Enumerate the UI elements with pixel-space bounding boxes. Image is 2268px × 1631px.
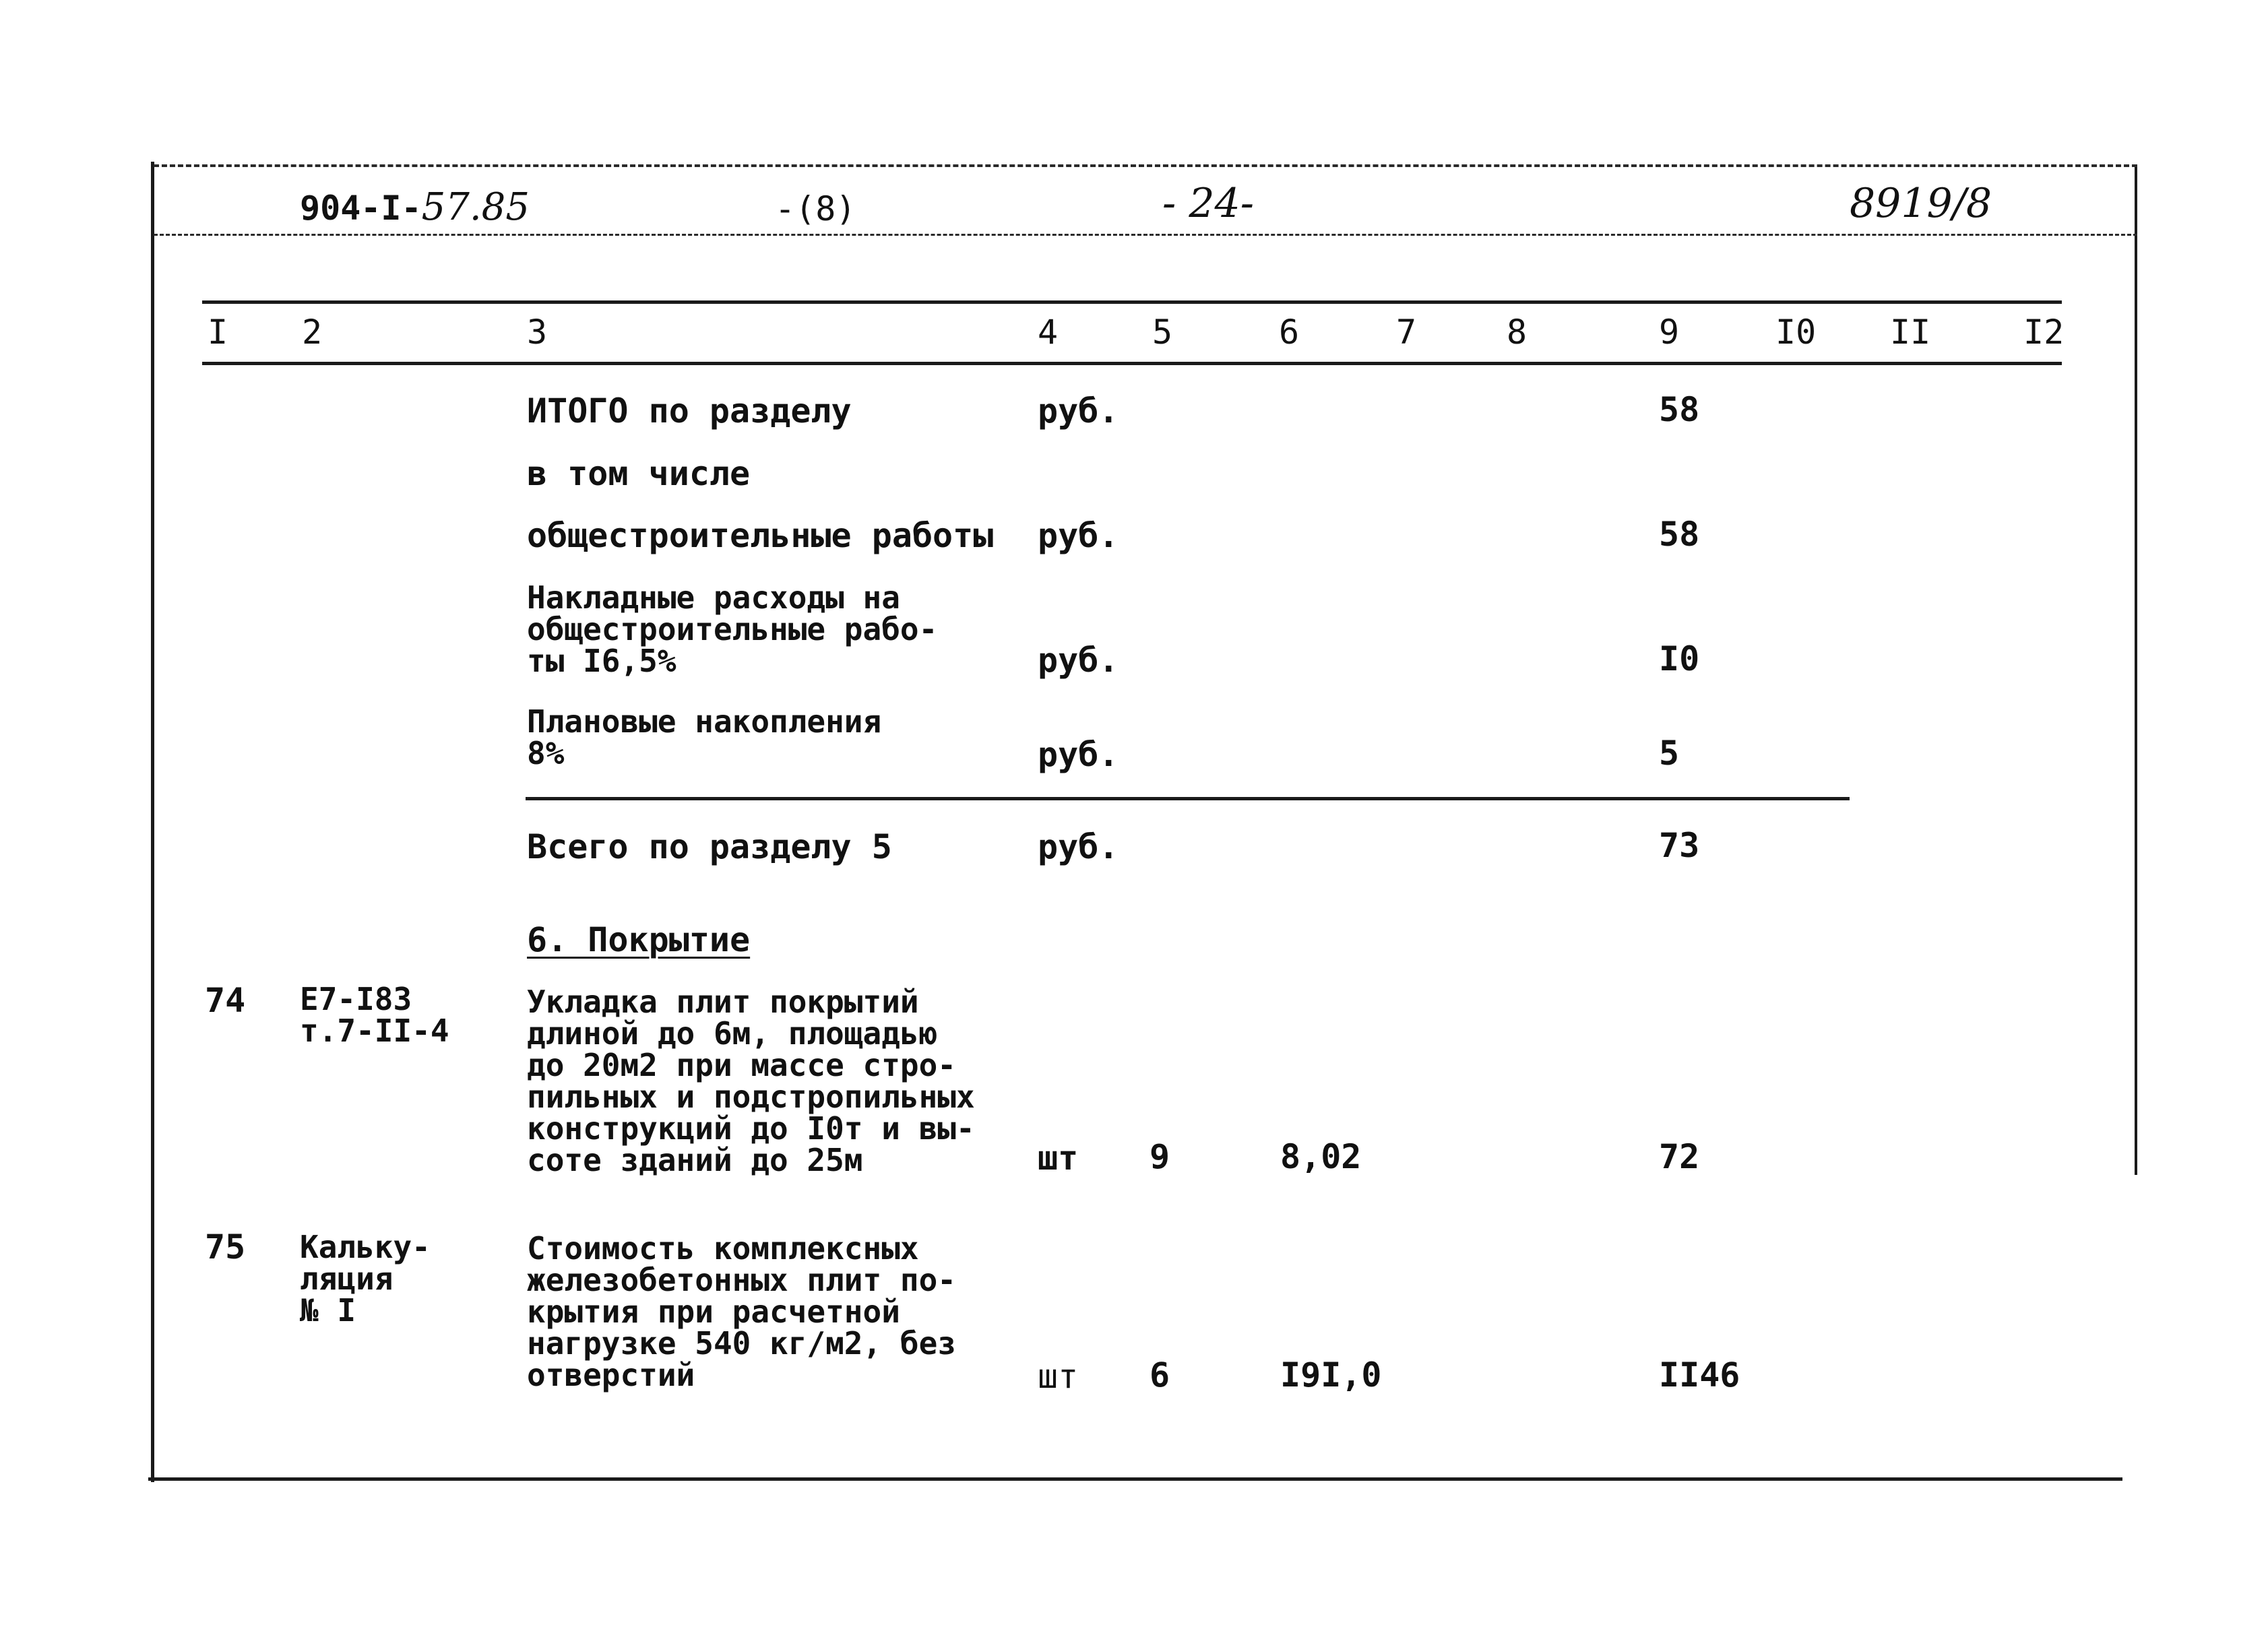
document-code-handwritten: 57.85: [421, 185, 530, 229]
sheet-number: 8919/8: [1850, 180, 1992, 227]
planned-savings-unit: руб.: [1038, 735, 1119, 774]
column-header-7: 7: [1396, 313, 1417, 352]
part-number: -(8): [775, 189, 856, 228]
frame-left-line: [151, 162, 154, 1482]
section-6-title: 6. Покрытие: [527, 920, 751, 959]
row-74-number: 74: [205, 981, 246, 1020]
planned-savings-value: 5: [1659, 734, 1680, 773]
frame-right-line: [2135, 164, 2137, 1175]
section-total-label: Всего по разделу 5: [527, 827, 892, 866]
general-works-value: 58: [1659, 515, 1700, 554]
column-header-10: I0: [1775, 313, 1817, 352]
row-75-number: 75: [205, 1227, 246, 1267]
row-74-unit: шт: [1038, 1139, 1079, 1178]
column-header-4: 4: [1038, 313, 1059, 352]
row-74-description: Укладка плит покрытий длиной до 6м, площадью до 20м2 при массе стро- пильных и подстропильных конструкций до I0т и вы- соте зданий до 25м: [527, 984, 975, 1178]
row-75-quantity: 6: [1149, 1355, 1170, 1395]
column-header-6: 6: [1279, 313, 1300, 352]
column-header-12: I2: [2023, 313, 2065, 352]
column-header-9: 9: [1659, 313, 1680, 352]
row-74-code: Е7-I83 т.7-II-4: [300, 981, 449, 1049]
document-code-prefix: 904-I-: [300, 189, 422, 228]
column-header-11: II: [1890, 313, 1931, 352]
row-75-unit: шт: [1038, 1357, 1079, 1396]
column-header-bottom-rule: [202, 362, 2062, 365]
general-works-unit: руб.: [1038, 516, 1119, 555]
column-header-1: I: [208, 313, 228, 352]
row-75-unit-price: I9I,0: [1280, 1355, 1382, 1395]
total-by-section-value: 58: [1659, 390, 1700, 429]
frame-top-line: [154, 164, 2137, 167]
document-code: [300, 185, 530, 229]
page-number: - 24-: [1162, 180, 1254, 227]
section-total-rule: [526, 797, 1850, 800]
section-total-unit: руб.: [1038, 827, 1119, 866]
column-header-top-rule: [202, 300, 2062, 304]
column-header-8: 8: [1507, 313, 1527, 352]
column-header-3: 3: [527, 313, 548, 352]
column-header-5: 5: [1152, 313, 1173, 352]
overhead-costs-unit: руб.: [1038, 641, 1119, 680]
row-75-total: II46: [1659, 1355, 1740, 1395]
frame-bottom-line: [148, 1477, 2122, 1481]
section-total-value: 73: [1659, 826, 1700, 865]
total-by-section-unit: руб.: [1038, 391, 1119, 430]
including-label: в том числе: [527, 454, 751, 493]
overhead-costs-label: Накладные расходы на общестроительные рабо- ты I6,5%: [527, 579, 938, 679]
total-by-section-label: ИТОГО по разделу: [527, 391, 852, 430]
row-75-code: Кальку- ляция № I: [300, 1229, 431, 1329]
general-works-label: общестроительные работы: [527, 516, 994, 555]
row-74-total: 72: [1659, 1137, 1700, 1176]
planned-savings-label: Плановые накопления 8%: [527, 703, 882, 771]
row-74-quantity: 9: [1149, 1137, 1170, 1176]
row-75-description: Стоимость комплексных железобетонных плит по- крытия при расчетной нагрузке 540 кг/м2, без отверстий: [527, 1230, 956, 1393]
column-header-2: 2: [302, 313, 323, 352]
row-74-unit-price: 8,02: [1280, 1137, 1362, 1176]
overhead-costs-value: I0: [1659, 639, 1700, 678]
header-divider-line: [154, 234, 2137, 236]
